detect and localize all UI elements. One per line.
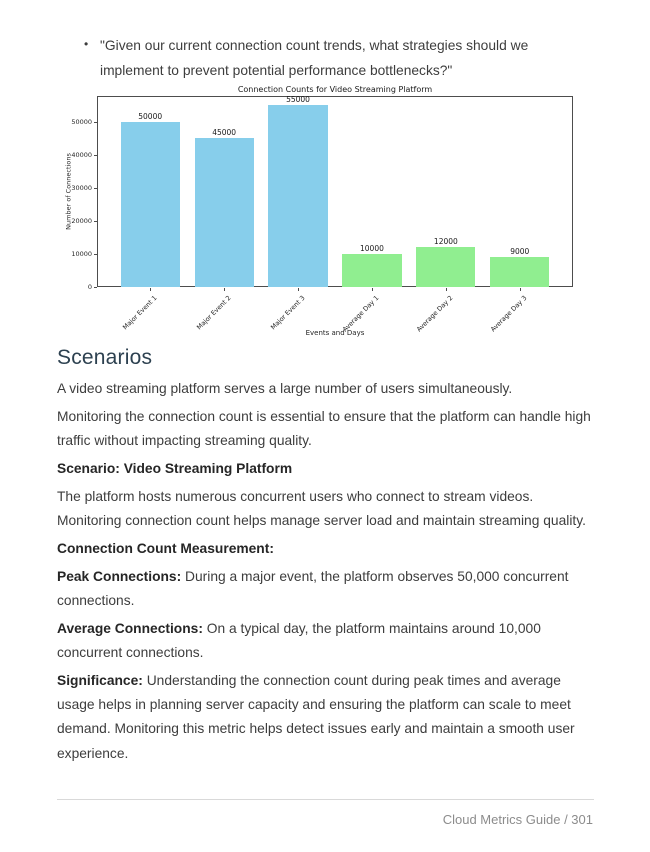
x-tick-label: Average Day 1 — [341, 294, 381, 334]
bar-value-label: 9000 — [510, 247, 530, 257]
paragraph: Monitoring the connection count is essential to ensure that the platform can handle high traffic without impacting streaming quality. — [57, 408, 591, 449]
y-tick-mark — [94, 254, 97, 255]
bar-value-label: 45000 — [212, 128, 237, 138]
x-tick-mark — [520, 288, 521, 291]
bullet-text: "Given our current connection count trends, what strategies should we implement to prevent potential performance bottlenecks?" — [100, 38, 529, 78]
y-tick-mark — [94, 155, 97, 156]
body-paragraphs — [57, 377, 594, 769]
x-tick-mark — [150, 288, 151, 291]
y-tick-mark — [94, 221, 97, 222]
x-tick-label: Major Event 3 — [269, 294, 307, 332]
paragraph: The platform hosts numerous concurrent users who connect to stream videos. Monitoring connection count helps manage server load and maintain streaming quality. — [57, 488, 586, 528]
y-tick-label: 50000 — [71, 117, 92, 126]
paragraph-lead-bold: Scenario: Video Streaming Platform — [57, 460, 293, 476]
y-tick-label: 10000 — [71, 249, 92, 258]
y-tick-label: 30000 — [71, 183, 92, 192]
connection-counts-bar-chart — [57, 84, 594, 342]
paragraph-lead-bold: Significance: — [57, 672, 143, 688]
bar-value-label: 12000 — [433, 237, 458, 247]
bar-value-label: 55000 — [286, 95, 310, 105]
chart-bar — [195, 138, 254, 287]
chart-title: Connection Counts for Video Streaming Platform — [237, 85, 433, 94]
bar-value-label: 10000 — [360, 243, 384, 253]
x-tick-mark — [224, 288, 225, 291]
x-tick-mark — [372, 288, 373, 291]
paragraph: A video streaming platform serves a large number of users simultaneously. — [57, 381, 513, 396]
paragraph: Peak Connections: During a major event, the platform observes 50,000 concurrent connections. — [57, 568, 569, 608]
footer-divider — [57, 799, 594, 800]
chart-bar — [121, 122, 180, 287]
scenarios-heading: Scenarios — [57, 346, 153, 369]
bullet-item — [84, 33, 568, 83]
x-tick-mark — [446, 288, 447, 291]
paragraph: Significance: Understanding the connection count during peak times and average usage helps in planning server capacity and ensuring the platform can scale to meet demand. Monitoring this metric helps detect issues early and maintain a smooth user experience. — [57, 672, 575, 761]
paragraph-lead-bold: Connection Count Measurement: — [57, 540, 274, 556]
y-tick-label: 20000 — [71, 216, 92, 225]
bar-value-label: 50000 — [138, 111, 163, 121]
chart-bar — [416, 247, 475, 287]
bullet-icon: • — [84, 37, 89, 51]
x-tick-label: Average Day 3 — [488, 294, 529, 334]
x-tick-label: Average Day 2 — [415, 294, 455, 334]
paragraph-lead-bold: Average Connections: — [57, 620, 203, 636]
paragraph — [57, 537, 594, 561]
y-axis-label: Number of Connections — [64, 153, 73, 230]
chart-bar — [342, 254, 401, 287]
bullet-list — [84, 33, 568, 83]
y-tick-mark — [94, 188, 97, 189]
chart-bar — [268, 105, 327, 287]
y-tick-label: 0 — [87, 283, 92, 291]
y-tick-mark — [94, 287, 97, 288]
chart-bar — [490, 257, 549, 287]
paragraph — [57, 457, 594, 481]
y-tick-mark — [94, 122, 97, 123]
x-axis-label: Events and Days — [305, 329, 365, 337]
x-tick-label: Major Event 1 — [121, 294, 159, 332]
x-tick-label: Major Event 2 — [195, 294, 233, 332]
paragraph: Average Connections: On a typical day, the platform maintains around 10,000 concurrent connections. — [57, 620, 541, 660]
x-tick-mark — [298, 288, 299, 291]
paragraph-lead-bold: Peak Connections: — [57, 568, 182, 584]
footer-page-label: Cloud Metrics Guide / 301 — [442, 812, 593, 827]
y-tick-label: 40000 — [71, 150, 92, 159]
